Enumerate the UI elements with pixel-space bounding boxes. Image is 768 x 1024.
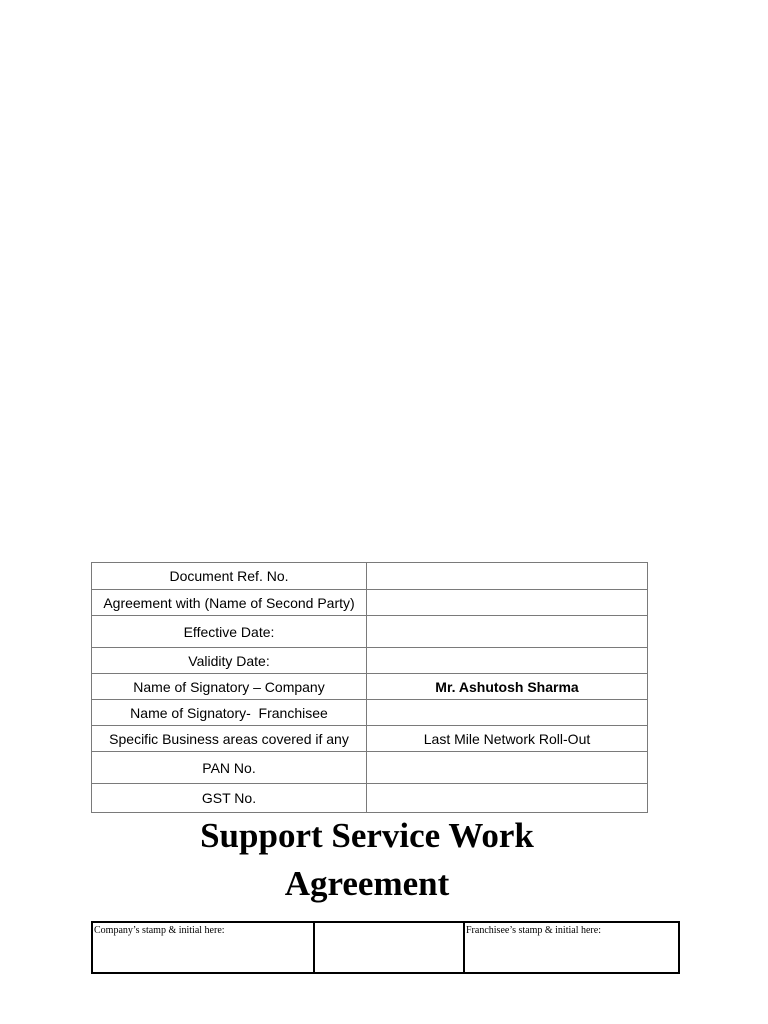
- document-title-line-2: Agreement: [284, 864, 450, 903]
- table-row: [92, 616, 648, 648]
- pan-no-value: [367, 752, 648, 784]
- table-row: [92, 752, 648, 784]
- stamp-initial-table: [91, 921, 680, 974]
- document-ref-value: [367, 563, 648, 590]
- second-party-label: Agreement with (Name of Second Party): [92, 590, 367, 616]
- business-areas-value: Last Mile Network Roll-Out: [367, 726, 648, 752]
- table-row: [92, 674, 648, 700]
- table-row: [92, 922, 679, 973]
- table-row: [92, 726, 648, 752]
- table-row: [92, 648, 648, 674]
- signatory-company-value: Mr. Ashutosh Sharma: [367, 674, 648, 700]
- signatory-franchisee-value: [367, 700, 648, 726]
- business-areas-label: Specific Business areas covered if any: [92, 726, 367, 752]
- table-row: [92, 590, 648, 616]
- document-ref-label: Document Ref. No.: [92, 563, 367, 590]
- agreement-details-table: [91, 562, 648, 813]
- effective-date-label: Effective Date:: [92, 616, 367, 648]
- pan-no-label: PAN No.: [92, 752, 367, 784]
- table-row: [92, 700, 648, 726]
- company-stamp-cell: Company’s stamp & initial here:: [92, 922, 314, 973]
- signatory-franchisee-label: Name of Signatory- Franchisee: [92, 700, 367, 726]
- signatory-company-label: Name of Signatory – Company: [92, 674, 367, 700]
- effective-date-value: [367, 616, 648, 648]
- table-row: [92, 563, 648, 590]
- gst-no-label: GST No.: [92, 784, 367, 813]
- gst-no-value: [367, 784, 648, 813]
- franchisee-stamp-cell: Franchisee’s stamp & initial here:: [464, 922, 679, 973]
- validity-date-label: Validity Date:: [92, 648, 367, 674]
- document-title-line-1: Support Service Work: [200, 816, 534, 855]
- second-party-value: [367, 590, 648, 616]
- middle-stamp-cell: [314, 922, 464, 973]
- validity-date-value: [367, 648, 648, 674]
- table-row: [92, 784, 648, 813]
